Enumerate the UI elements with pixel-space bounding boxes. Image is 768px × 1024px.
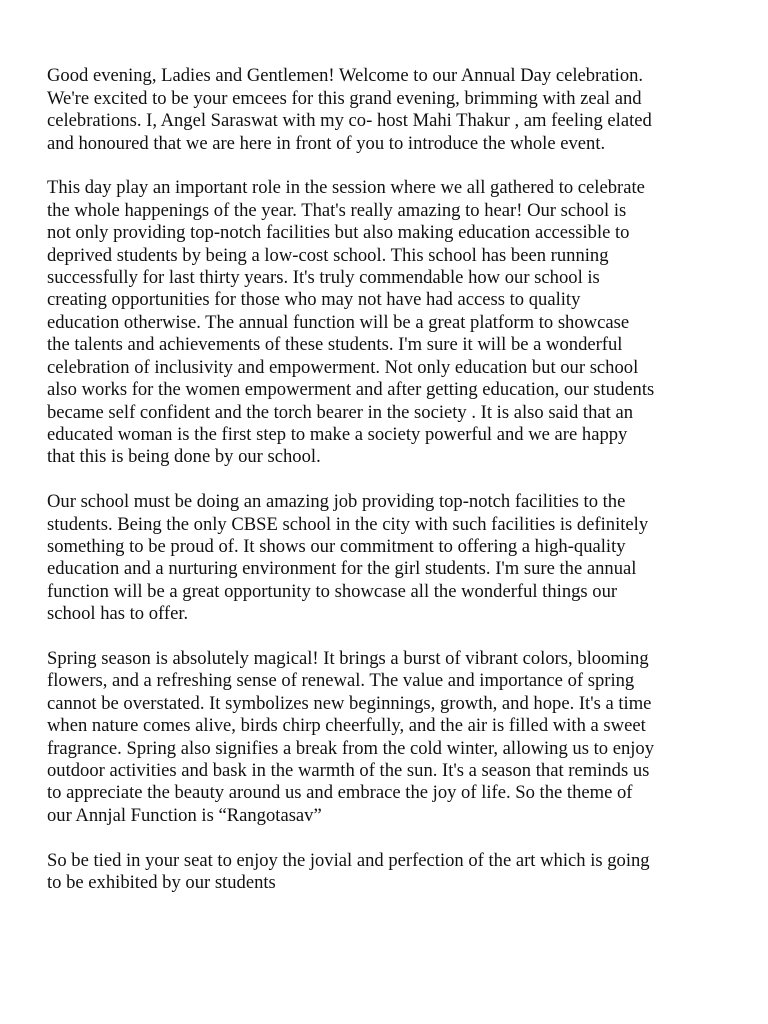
paragraph-school-role: This day play an important role in the session where we all gathered to celebrate the whole happenings of the year. That's really amazing to hear! Our school is not only providing top-notch facilities but also making education accessible to deprived students by being a low-cost school. This school has been running successfully for last thirty years. It's truly commendable how our school is creating opportunities for those who may not have had access to quality education otherwise. The annual function will be a great platform to showcase the talents and achievements of these students. I'm sure it will be a wonderful celebration of inclusivity and empowerment. Not only education but our school also works for the women empowerment and after getting education, our students became self confident and the torch bearer in the society . It is also said that an educated woman is the first step to make a society powerful and we are happy that this is being done by our school. bbox=[47, 177, 655, 468]
paragraph-welcome: Good evening, Ladies and Gentlemen! Welcome to our Annual Day celebration. We're excited to be your emcees for this grand evening, brimming with zeal and celebrations. I, Angel Saraswat with my co- host Mahi Thakur , am feeling elated and honoured that we are here in front of you to introduce the whole event. bbox=[47, 65, 652, 154]
paragraph-cbse-facilities: Our school must be doing an amazing job providing top-notch facilities to the students. Being the only CBSE school in the city with such facilities is definitely something to be proud of. It shows our commitment to offering a high-quality education and a nurturing environment for the girl students. I'm sure the annual function will be a great opportunity to showcase all the wonderful things our school has to offer. bbox=[47, 491, 649, 625]
paragraph-closing: So be tied in your seat to enjoy the jovial and perfection of the art which is going to be exhibited by our students bbox=[47, 849, 650, 894]
paragraph-spring-theme: Spring season is absolutely magical! It brings a burst of vibrant colors, blooming flowers, and a refreshing sense of renewal. The value and importance of spring cannot be overstated. It symbolizes new beginnings, growth, and hope. It's a time when nature comes alive, birds chirp cheerfully, and the air is filled with a sweet fragrance. Spring also signifies a break from the cold winter, allowing us to enjoy outdoor activities and bask in the warmth of the sun. It's a season that reminds us to appreciate the beauty around us and embrace the joy of life. So the theme of our Annjal Function is “Rangotasav” bbox=[47, 647, 655, 826]
document-body bbox=[47, 43, 747, 917]
